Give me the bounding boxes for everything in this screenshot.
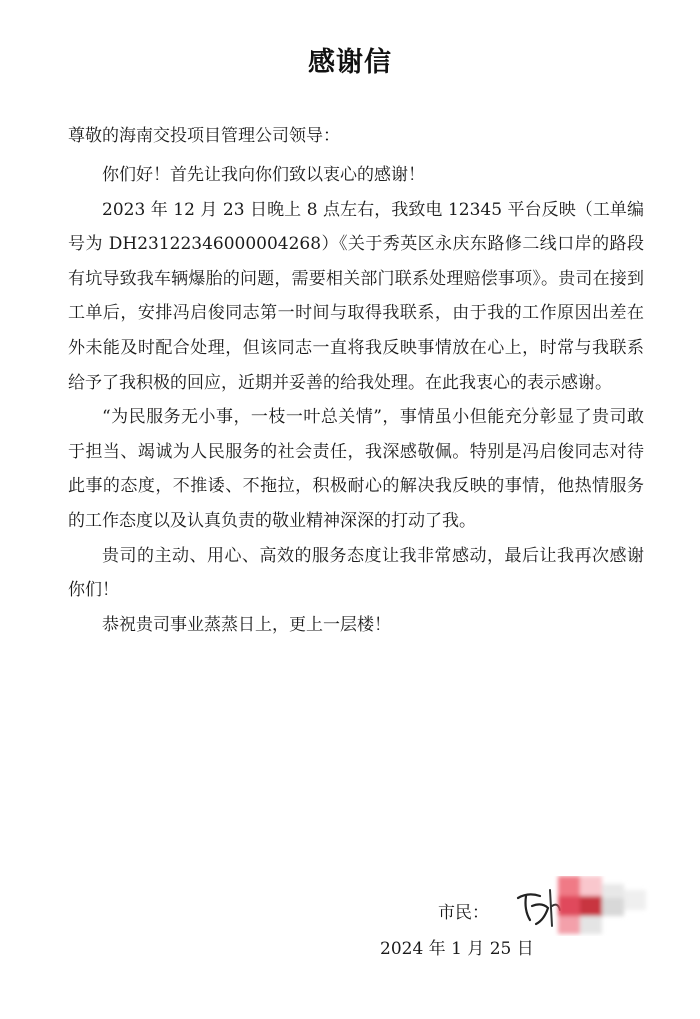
signature-label: 市民： <box>438 903 489 923</box>
letter-body <box>68 158 644 642</box>
salutation: 尊敬的海南交投项目管理公司领导： <box>68 126 340 146</box>
paragraph-wishes: 恭祝贵司事业蒸蒸日上，更上一层楼！ <box>102 614 391 635</box>
letter-title: 感谢信 <box>308 47 392 78</box>
letter-date: 2024 年 1 月 25 日 <box>380 939 534 959</box>
paragraph-greeting: 你们好！首先让我向你们致以衷心的感谢！ <box>102 165 425 185</box>
paragraph-thanks: 贵司的主动、用心、高效的服务态度让我非常感动，最后让我再次感谢你们！ <box>68 545 644 601</box>
handwritten-signature-blurred <box>512 876 672 936</box>
paragraph-incident: 2023 年 12 月 23 日晚上 8 点左右，我致电 12345 平台反映（工单编号为 DH2312234600000426​8）《关于秀英区永庆东路修二线口岸的路段有坑导致我车辆爆胎的问题，需要相关部门联系处理赔偿事项》。贵司在接到工单后，安排冯启俊同志第一时间与取得我联系，由于我的工作原因出差在外未能及时配合处理，但该同志一直将我反映事情放在心上，时常与我联系给予了我积极的回应，近期并妥善的给我处理。在此我衷心的表示感谢。 <box>68 199 644 393</box>
paragraph-praise: “为民服务无小事，一枝一叶总关情”，事情虽小但能充分彰显了贵司敢于担当、竭诚为人民服务的社会责任，我深感敬佩。特别是冯启俊同志对待此事的态度，不推诿、不拖拉，积极耐心的解决我反映的事情，他热情服务的工作态度以及认真负责的敬业精神深深的打动了我。 <box>68 407 644 531</box>
